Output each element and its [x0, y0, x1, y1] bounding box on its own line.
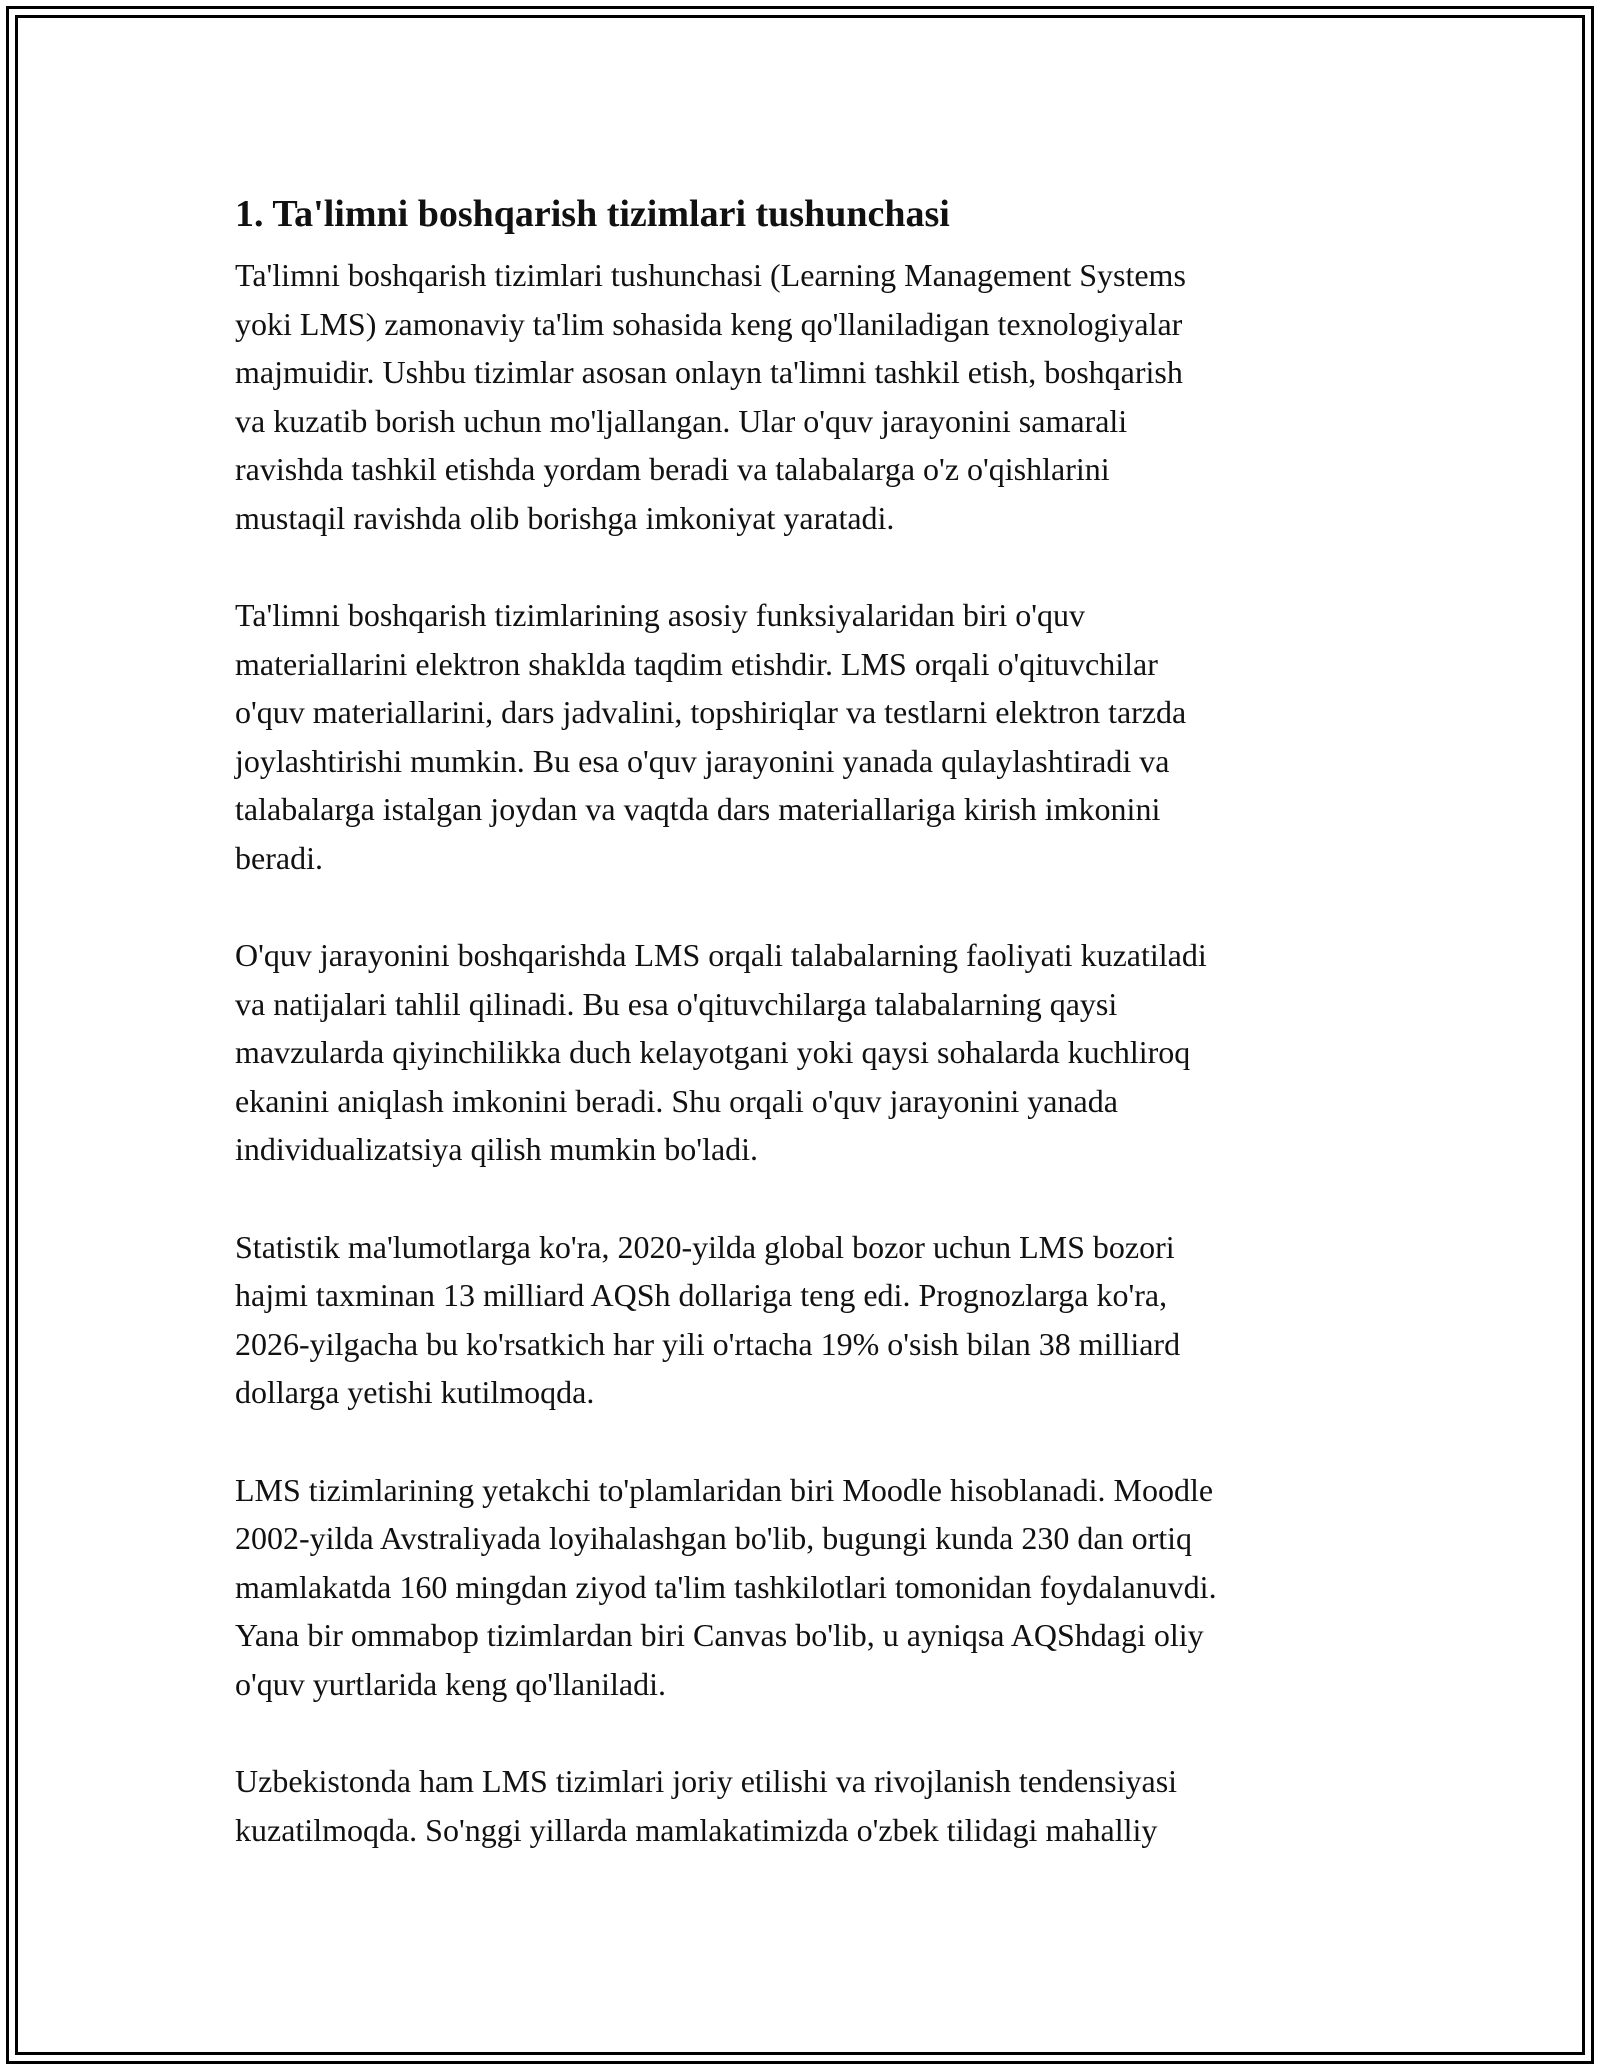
paragraph-lms-monitoring: O'quv jarayonini boshqarishda LMS orqali talabalarning faoliyati kuzatiladi va natijalari tahlil qilinadi. Bu esa o'qituvchilarga talabalarning qaysi mavzularda qiyinchilikka duch kelayotgani yoki qaysi sohalarda kuchliroq ekanini aniqlash imkonini beradi. Shu orqali o'quv jarayonini yanada individualizatsiya qilish mumkin bo'ladi. — [235, 937, 1207, 1167]
paragraph-lms-platforms: LMS tizimlarining yetakchi to'plamlaridan biri Moodle hisoblanadi. Moodle 2002-yilda Avstraliyada loyihalashgan bo'lib, bugungi kunda 230 dan ortiq mamlakatda 160 mingdan ziyod ta'lim tashkilotlari tomonidan foydalanuvdi. Yana bir ommabop tizimlardan biri Canvas bo'lib, u ayniqsa AQShdagi oliy o'quv yurtlarida keng qo'llaniladi. — [235, 1471, 1217, 1702]
paragraph-lms-uzbekistan: Uzbekistonda ham LMS tizimlari joriy etilishi va rivojlanish tendensiyasi kuzatilmoqda. So'nggi yillarda mamlakatimizda o'zbek tilidagi mahalliy — [235, 1763, 1178, 1848]
paragraph-lms-functions: Ta'limni boshqarish tizimlarining asosiy funksiyalaridan biri o'quv materiallarini elektron shaklda taqdim etishdir. LMS orqali o'qituvchilar o'quv materiallarini, dars jadvalini, topshiriqlar va testlarni elektron tarzda joylashtirishi mumkin. Bu esa o'quv jarayonini yanada qulaylashtiradi va talabalarga istalgan joydan va vaqtda dars materiallariga kirish imkonini beradi. — [235, 597, 1187, 876]
paragraph-lms-definition: Ta'limni boshqarish tizimlari tushunchasi (Learning Management Systems yoki LMS) zamonaviy ta'lim sohasida keng qo'llaniladigan texnologiyalar majmuidir. Ushbu tizimlar asosan onlayn ta'limni tashkil etish, boshqarish va kuzatib borish uchun mo'ljallangan. Ular o'quv jarayonini samarali ravishda tashkil etishda yordam beradi va talabalarga o'z o'qishlarini mustaqil ravishda olib borishga imkoniyat yaratadi. — [235, 257, 1186, 536]
section-heading: 1. Ta'limni boshqarish tizimlari tushunchasi — [235, 193, 950, 235]
document-body — [235, 186, 1375, 1854]
paragraph-lms-statistics: Statistik ma'lumotlarga ko'ra, 2020-yilda global bozor uchun LMS bozori hajmi taxminan 13 milliard AQSh dollariga teng edi. Prognozlarga ko'ra, 2026-yilgacha bu ko'rsatkich har yili o'rtacha 19% o'sish bilan 38 milliard dollarga yetishi kutilmoqda. — [235, 1228, 1181, 1410]
